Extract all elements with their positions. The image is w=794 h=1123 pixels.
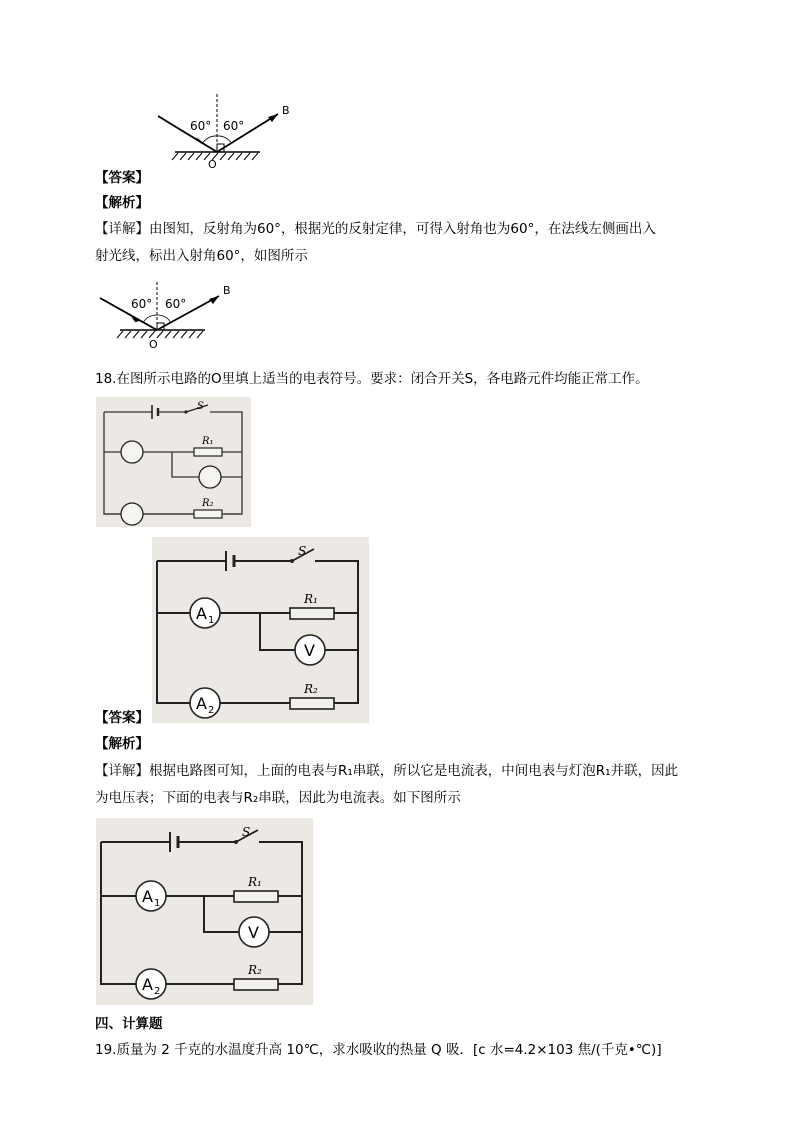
resistor-r2 [194,510,222,518]
circuit-photo-explanation [96,818,313,1005]
angle-label-left: 60° [190,119,212,133]
meter-v-label: V [304,641,315,660]
point-b-label: B [223,284,231,297]
meter-a1-label: A [142,887,153,906]
meter-slot-middle [199,466,221,488]
r1-label: R₁ [248,875,262,889]
detail-text-line: 射光线，标出入射角60°，如图所示 [95,248,308,264]
point-b-label: B [282,104,290,117]
mirror-hatching [117,331,203,338]
meter-slot-bottom [121,503,143,525]
point-o-label: O [149,338,158,351]
switch-label: S [197,401,204,412]
switch-label: S [298,544,307,558]
meter-a1-subscript: 1 [154,898,161,909]
angle-label-left: 60° [131,297,153,311]
resistor-r1 [194,448,222,456]
meter-a2-subscript: 2 [154,986,161,997]
r2-label: R₂ [202,498,214,509]
circuit-photo-blank [96,397,251,527]
resistor-r1 [234,891,278,902]
meter-a2-label: A [196,694,207,713]
answer-label: 【答案】 [95,170,149,186]
section-heading: 四、计算题 [95,1016,163,1032]
analysis-label: 【解析】 [95,736,149,752]
circuit-photo-answer [152,537,369,723]
meter-slot-top [121,441,143,463]
reflection-diagram-top [150,92,310,172]
r1-label: R₁ [304,592,318,606]
reflection-diagram-answer [95,280,255,352]
r2-label: R₂ [304,682,318,696]
detail-text-line: 【详解】由图知，反射角为60°，根据光的反射定律，可得入射角也为60°，在法线左侧画出入 [95,221,656,237]
detail-text-line: 为电压表；下面的电表与R₂串联，因此为电流表。如下图所示 [95,790,461,806]
r1-label: R₁ [202,436,214,447]
answer-label: 【答案】 [95,710,149,726]
question-19-text: 19.质量为 2 千克的水温度升高 10℃，求水吸收的热量 Q 吸．[c 水=4.2×103 焦/(千克•℃)] [95,1042,662,1058]
point-o-label: O [208,158,217,171]
resistor-r1 [290,608,334,619]
meter-v-label: V [248,923,259,942]
question-18-text: 18.在图所示电路的O里填上适当的电表符号。要求：闭合开关S，各电路元件均能正常工作。 [95,371,649,387]
switch-label: S [242,825,251,839]
resistor-r2 [290,698,334,709]
meter-a2-label: A [142,975,153,994]
analysis-label: 【解析】 [95,195,149,211]
meter-a1-subscript: 1 [208,615,215,626]
r2-label: R₂ [248,963,262,977]
angle-label-right: 60° [223,119,245,133]
detail-text-line: 【详解】根据电路图可知，上面的电表与R₁串联，所以它是电流表，中间电表与灯泡R₁并联，因此 [95,763,679,779]
meter-a1-label: A [196,604,207,623]
meter-a2-subscript: 2 [208,705,215,716]
angle-label-right: 60° [165,297,187,311]
resistor-r2 [234,979,278,990]
